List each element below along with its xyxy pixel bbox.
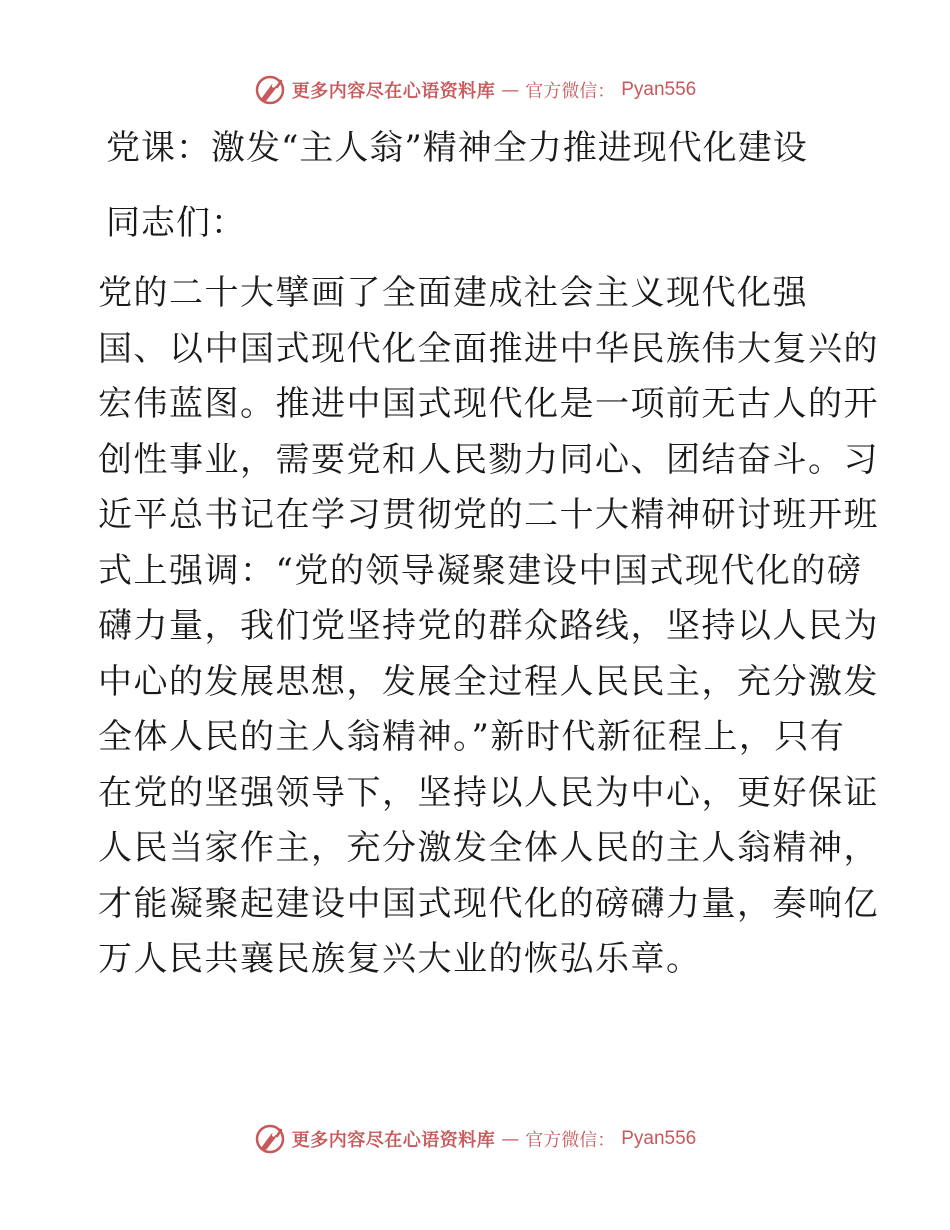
paragraph-line: 宏伟蓝图。推进中国式现代化是一项前无古人的开 bbox=[98, 384, 879, 424]
watermark-dash: — bbox=[501, 1128, 520, 1150]
watermark-wechat-id: Pyan556 bbox=[621, 79, 697, 100]
paragraph-line: 式上强调：“党的领导凝聚建设中国式现代化的磅 bbox=[98, 550, 863, 591]
watermark-label: 官方微信： bbox=[525, 1130, 616, 1151]
paragraph-line: 在党的坚强领导下，坚持以人民为中心，更好保证 bbox=[98, 772, 879, 813]
footer-watermark bbox=[0, 1119, 950, 1159]
watermark-label: 官方微信： bbox=[525, 81, 616, 102]
watermark-wechat-id: Pyan556 bbox=[621, 1128, 697, 1149]
paragraph-line: 党的二十大擘画了全面建成社会主义现代化强 bbox=[98, 273, 808, 313]
paragraph-line: 国、以中国式现代化全面推进中华民族伟大复兴的 bbox=[98, 328, 879, 369]
paragraph-line: 人民当家作主，充分激发全体人民的主人翁精神， bbox=[98, 828, 879, 868]
watermark-brand: 更多内容尽在心语资料库 bbox=[291, 81, 496, 102]
paragraph-line: 全体人民的主人翁精神。”新时代新征程上，只有 bbox=[98, 717, 846, 757]
pen-nib-logo-icon bbox=[254, 74, 286, 106]
paragraph-line: 才能凝聚起建设中国式现代化的磅礴力量，奏响亿 bbox=[98, 883, 879, 924]
paragraph-line: 中心的发展思想，发展全过程人民民主，充分激发 bbox=[98, 661, 879, 702]
paragraph-line: 近平总书记在学习贯彻党的二十大精神研讨班开班 bbox=[98, 495, 879, 535]
paragraph-line: 创性事业，需要党和人民勠力同心、团结奋斗。习 bbox=[98, 439, 879, 480]
watermark-brand: 更多内容尽在心语资料库 bbox=[291, 1130, 496, 1151]
document-title: 党课：激发“主人翁”精神全力推进现代化建设 bbox=[106, 128, 808, 168]
watermark-dash: — bbox=[501, 79, 520, 101]
pen-nib-logo-icon bbox=[254, 1123, 286, 1155]
header-watermark bbox=[0, 70, 950, 110]
paragraph-line: 万人民共襄民族复兴大业的恢弘乐章。 bbox=[98, 939, 702, 979]
paragraph-line: 礴力量，我们党坚持党的群众路线，坚持以人民为 bbox=[98, 606, 879, 646]
body-paragraph bbox=[98, 266, 879, 988]
salutation: 同志们： bbox=[106, 203, 246, 243]
